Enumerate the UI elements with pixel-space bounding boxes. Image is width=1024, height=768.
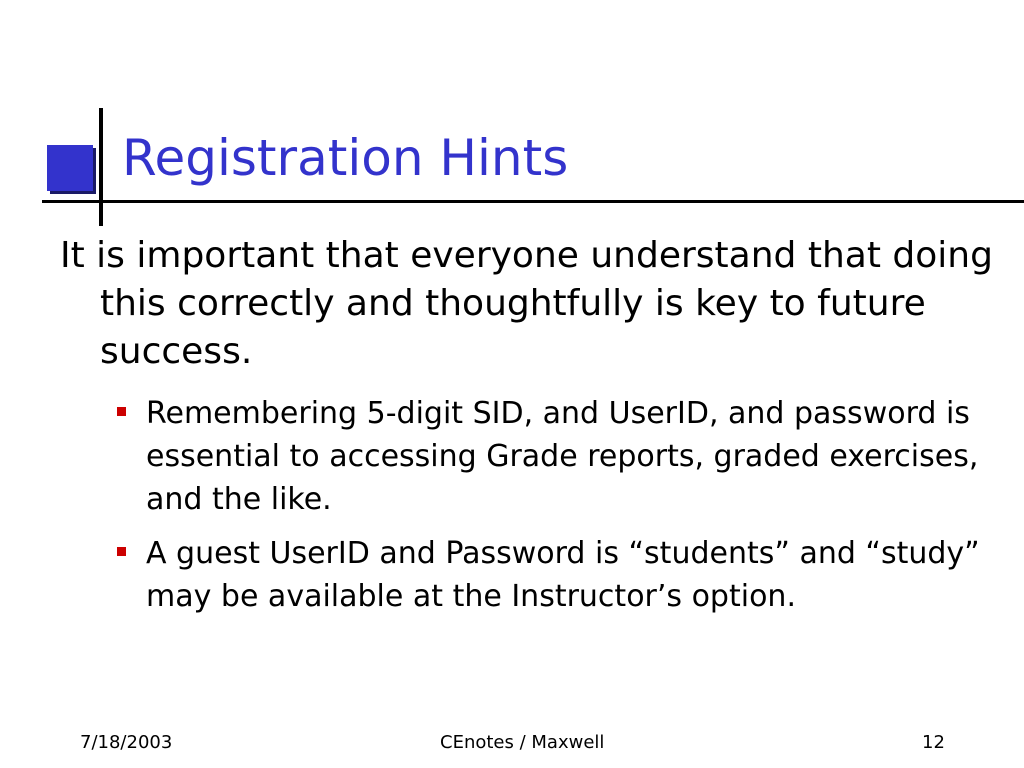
page-number: 12 [922, 732, 945, 753]
footer-date: 7/18/2003 [80, 732, 173, 753]
title-accent-square [47, 145, 93, 191]
bullet-text: A guest UserID and Password is “students” and “study” may be available at the Instructor’s option. [146, 536, 980, 614]
bullet-list [117, 392, 997, 629]
square-bullet-icon [117, 547, 126, 556]
title-horizontal-rule [42, 200, 1024, 203]
bullet-item [117, 532, 997, 618]
title-vertical-rule [99, 108, 103, 226]
bullet-text: Remembering 5-digit SID, and UserID, and password is essential to accessing Grade reports, graded exercises, and the like. [146, 396, 979, 517]
intro-paragraph: It is important that everyone understand that doing this correctly and thoughtfully is key to future success. [60, 235, 993, 372]
square-bullet-icon [117, 407, 126, 416]
footer-center-text: CEnotes / Maxwell [440, 732, 605, 753]
slide-title: Registration Hints [122, 129, 569, 187]
bullet-item [117, 392, 997, 521]
